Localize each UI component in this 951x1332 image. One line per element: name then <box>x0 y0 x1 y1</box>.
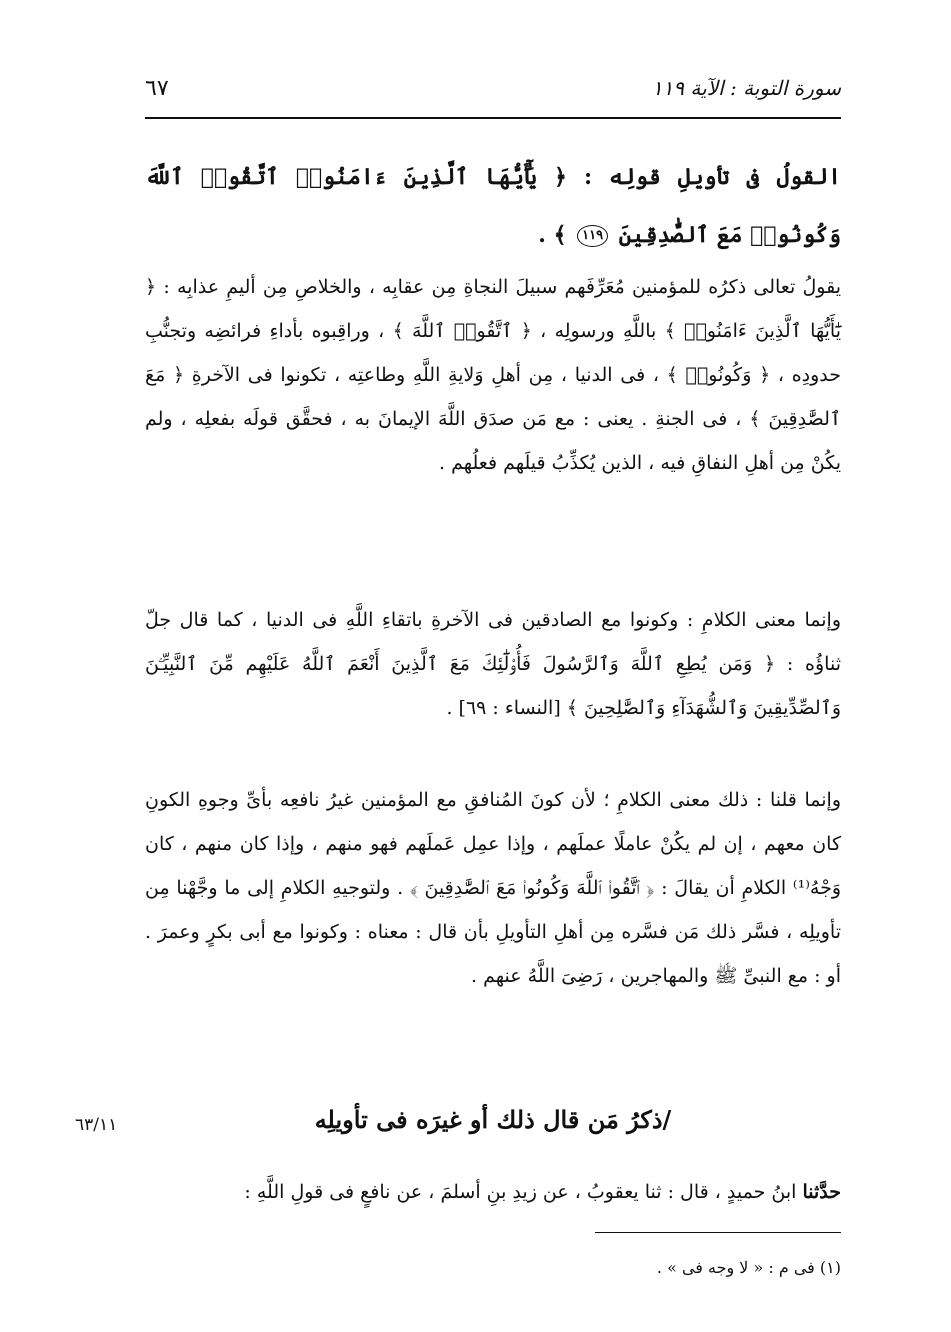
section-heading: /ذكرُ مَن قال ذلك أو غيرَه فى تأويلِه <box>314 1105 672 1134</box>
page-number: ٦٧ <box>145 76 169 101</box>
hadith-text: ابنُ حميدٍ ، قال : ثنا يعقوبُ ، عن زيدِ بنِ أسلمَ ، عن نافعٍ فى قولِ اللَّهِ : <box>244 1181 797 1203</box>
verse-number-mark: ١١٩ <box>577 225 608 247</box>
paragraph-meaning-text: وإنما معنى الكلامِ : وكونوا مع الصادقين فى الآخرةِ باتقاءِ اللَّهِ فى الدنيا ، كما قال جلّ ثناؤُه : ﴿ وَمَن يُطِعِ ٱللَّهَ وَٱلرَّسُولَ فَأُو۟لَٰٓئِكَ مَعَ ٱلَّذِينَ أَنْعَمَ ٱللَّهُ عَلَيْهِم مِّنَ ٱلنَّبِيِّـۧنَ وَٱلصِّدِّيقِينَ وَٱلشُّهَدَآءِ وَٱلصَّٰلِحِينَ ﴾ <box>145 609 841 719</box>
margin-reference: ٦٣/١١ <box>75 1115 118 1135</box>
hadith-lead: حدَّثنا <box>802 1181 841 1203</box>
paragraph-meaning <box>145 598 841 730</box>
heading-lead: القولُ فى تأويلِ قولِه : <box>584 164 841 190</box>
header-rule <box>145 117 841 119</box>
page-header <box>145 72 841 112</box>
paragraph-commentary: يقولُ تعالى ذكرُه للمؤمنين مُعَرِّفَهم سبيلَ النجاةِ مِن عقابِه ، والخلاصِ مِن أليمِ عذابِه : ﴿ يَٰٓأَيُّهَا ٱلَّذِينَ ءَامَنُوا۟ ﴾ باللَّهِ ورسولِه ، ﴿ ٱتَّقُوا۟ ٱللَّهَ ﴾ ، وراقِبوه بأداءِ فرائضِه وتجنُّبِ حدودِه ، ﴿ وَكُونُوا۟ ﴾ ، فى الدنيا ، مِن أهلِ وَلايةِ اللَّهِ وطاعتِه ، تكونوا فى الآخرةِ ﴿ مَعَ ٱلصَّٰدِقِينَ ﴾ ، فى الجنةِ . يعنى : مع مَن صدَق اللَّهَ الإيمانَ به ، فحقَّق قولَه بفعلِه ، ولم يكُنْ مِن أهلِ النفاقِ فيه ، الذين يُكذِّبُ قيلَهم فعلُهم . <box>145 276 841 474</box>
quran-verse: ﴿ يَٰٓأَيُّهَا ٱلَّذِينَ ءَامَنُوا۟ ٱتَّقُوا۟ ٱللَّهَ وَكُونُوا۟ مَعَ ٱلصَّٰدِقِينَ <box>145 164 841 248</box>
footnote: (١) فى م : « لا وجه فى » . <box>656 1258 841 1277</box>
paragraph-reasoning: وإنما قلنا : ذلك معنى الكلامِ ؛ لأن كونَ المُنافقِ مع المؤمنين غيرُ نافعِه بأىِّ وجوهِ الكونِ كان معهم ، إن لم يكُنْ عاملًا عملَهم ، وإذا عمِل عَملَهم فهو منهم ، وإذا كان منهم ، كان وَجْهُ⁽¹⁾ الكلامِ أن يقالَ : ﴿ ٱتَّقُوا۟ ٱللَّهَ وَكُونُوا۟ مَعَ ٱلصَّٰدِقِينَ ﴾ . ولتوجيهِ الكلامِ إلى ما وجَّهْنا مِن تأويلِه ، فسَّر ذلك مَن فسَّره مِن أهلِ التأويلِ بأن قال : معناه : وكونوا مع أبى بكرٍ وعمرَ . أو : مع النبىِّ ﷺ والمهاجرين ، رَضِىَ اللَّهُ عنهم . <box>145 789 841 987</box>
quran-citation: [النساء : ٦٩] . <box>446 697 561 719</box>
verse-close: ﴾ . <box>538 222 567 248</box>
footnote-rule <box>595 1232 841 1233</box>
verse-heading <box>145 148 841 264</box>
hadith-chain <box>145 1170 841 1214</box>
running-title: سورة التوبة : الآية ١١٩ <box>651 76 841 100</box>
